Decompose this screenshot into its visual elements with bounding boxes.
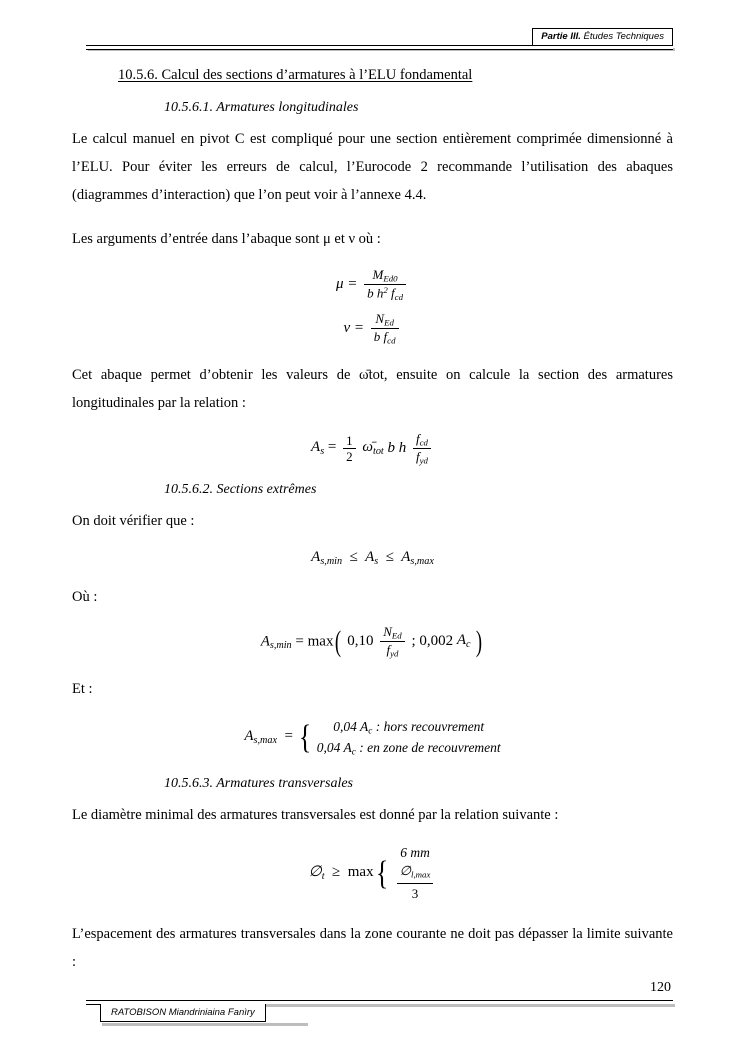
equation-as-min-fraction xyxy=(380,625,404,659)
equation-mu-den-b: b xyxy=(367,285,374,301)
equation-as-lhs-subscript: s xyxy=(320,445,325,457)
equation-as-max-case-2 xyxy=(317,738,501,759)
equation-as-max-cases xyxy=(317,717,501,759)
equation-as-min-ac-symbol: A xyxy=(456,632,467,649)
paragraph-1: Le calcul manuel en pivot C est compliqué pour une section entièrement comprimée dimensionné à l’ELU. Pour éviter les erreurs de calcul, l’Eurocode 2 recommande l’utilisation des abaques (diagrammes d’interaction) que l’on peut voir à l’annexe 4.4. xyxy=(72,130,673,204)
equation-phi-t-num xyxy=(397,862,434,883)
equation-as-fr-num xyxy=(413,432,431,449)
equation-as-fraction xyxy=(413,432,431,466)
equation-as-min-num-subscript: Ed xyxy=(391,630,402,641)
equation-as-fr-den xyxy=(413,449,431,465)
equation-as-max-case-2-text: : en zone de recouvrement xyxy=(355,739,501,755)
equation-as-lhs xyxy=(311,440,336,457)
footer-tab-shadow xyxy=(102,1023,308,1026)
paragraph-8: L’espacement des armatures transversales dans la zone courante ne doit pas dépasser la limite suivante : xyxy=(72,925,673,970)
equation-phi-t xyxy=(72,843,673,904)
equation-phi-t-lhs-subscript: t xyxy=(321,870,325,882)
paragraph-5: Où : xyxy=(72,588,98,605)
paragraph-4: On doit vérifier que : xyxy=(72,513,195,530)
equation-phi-t-lhs xyxy=(309,865,374,882)
equation-nu-num-subscript: Ed xyxy=(384,317,394,328)
equation-mu-den-h: h xyxy=(376,285,384,301)
equation-bounds-max: A xyxy=(401,548,411,565)
equation-as-max-lhs-symbol: A xyxy=(244,728,254,745)
equation-as-max-case-1-subscript: c xyxy=(368,725,373,736)
equation-as-omega-symbol: ω̄ xyxy=(362,439,373,456)
equation-as-max-case-2-subscript: c xyxy=(351,746,356,757)
equation-as-max-case-1-coef: 0,04 A xyxy=(333,718,369,734)
equation-as-max-case-2-coef: 0,04 A xyxy=(316,739,352,755)
equation-as-min-paren-close: ) xyxy=(476,625,483,659)
equation-as-max-lhs xyxy=(244,729,293,746)
equation-as-half-num: 1 xyxy=(343,434,356,449)
equation-bounds xyxy=(72,550,673,567)
equation-nu-den-f-sub: cd xyxy=(387,335,396,346)
equation-as-half-den: 2 xyxy=(346,449,353,465)
page-content xyxy=(72,46,673,976)
equation-as-max-case-1 xyxy=(317,717,501,738)
paragraph-6: Et : xyxy=(72,680,93,697)
equation-mu-fraction xyxy=(364,268,406,302)
equation-mu-den-f-sub: cd xyxy=(394,291,404,302)
equation-as-max-equals: = xyxy=(284,728,293,745)
page-number: 120 xyxy=(650,980,671,995)
equation-as-min-den xyxy=(380,642,404,658)
equation-as-fr-den-subscript: yd xyxy=(419,455,428,466)
equation-phi-t-cases xyxy=(394,843,437,904)
paragraph-2: Les arguments d’entrée dans l’abaque sont μ et ν où : xyxy=(72,231,381,248)
equation-nu-denominator xyxy=(371,329,399,345)
equation-as-min-ac xyxy=(457,633,471,650)
equation-as-half xyxy=(343,434,356,463)
equation-nu-den-b: b xyxy=(373,328,381,344)
paragraph-7: Le diamètre minimal des armatures transversales est donné par la relation suivante : xyxy=(72,806,559,823)
equation-mu-num-subscript: Ed0 xyxy=(383,273,398,284)
equation-as-max-brace: { xyxy=(298,719,311,757)
equation-phi-t-ge: ≥ xyxy=(332,863,341,880)
subsection-heading-1: 10.5.6.1. Armatures longitudinales xyxy=(164,99,359,115)
equation-bounds-le-1: ≤ xyxy=(349,548,358,565)
equation-bounds-le-2: ≤ xyxy=(385,548,394,565)
equation-mu-denominator xyxy=(364,285,406,302)
equation-nu-num-symbol: N xyxy=(375,310,385,326)
equation-as-min-num xyxy=(380,625,404,642)
equation-bounds-min-subscript: s,min xyxy=(320,555,343,567)
equation-as-fr-den-symbol: f xyxy=(416,449,420,465)
equation-as-omega xyxy=(362,440,383,457)
equation-nu-numerator xyxy=(371,312,399,329)
equation-mu-den-h-exp: 2 xyxy=(383,284,388,295)
subsection-heading-2: 10.5.6.2. Sections extrêmes xyxy=(164,482,317,498)
equation-mu-num-symbol: M xyxy=(372,266,384,282)
equation-nu-fraction xyxy=(371,312,399,346)
equation-as-min-den-subscript: yd xyxy=(390,648,399,659)
equation-as-min-lhs-subscript: s,min xyxy=(269,640,292,652)
footer-rule xyxy=(86,1000,673,1018)
equation-as-max-lhs-subscript: s,max xyxy=(253,735,277,747)
equation-mu-lhs: μ = xyxy=(335,276,358,293)
equation-as-b: b xyxy=(387,440,395,457)
equation-bounds-mid: A xyxy=(365,548,375,565)
equation-as-min-equals: = xyxy=(295,633,304,650)
equation-phi-t-fraction xyxy=(397,862,434,903)
equation-as-min-lhs: A xyxy=(260,633,270,650)
equation-as-fr-num-subscript: cd xyxy=(419,437,428,448)
equation-phi-t-num-subscript: l,max xyxy=(411,869,431,880)
equation-as-max xyxy=(72,717,673,759)
section-heading: 10.5.6. Calcul des sections d’armatures à l’ELU fondamental xyxy=(118,67,473,83)
equation-phi-t-case-1: 6 mm xyxy=(400,844,430,860)
footer-author-tab: RATOBISON Miandriniaina Fanìry xyxy=(100,1004,266,1022)
page-header xyxy=(72,0,673,46)
paragraph-3: Cet abaque permet d’obtenir les valeurs de ω̄tot, ensuite on calcule la section des armatures longitudinales par la relation : xyxy=(72,367,673,412)
equation-as-max-case-1-text: : hors recouvrement xyxy=(372,718,485,734)
equation-as-fr-num-symbol: f xyxy=(416,430,420,446)
equation-as xyxy=(72,432,673,466)
equation-as-min-separator: ; xyxy=(411,633,416,650)
equation-mu-numerator xyxy=(364,268,406,285)
equation-as-min xyxy=(72,625,673,659)
header-title-label: Études Techniques xyxy=(583,31,664,42)
equation-as-omega-subscript: tot xyxy=(372,445,384,457)
header-part-label: Partie III. xyxy=(541,31,581,42)
equation-as-h: h xyxy=(398,440,407,457)
subsection-heading-3: 10.5.6.3. Armatures transversales xyxy=(164,775,353,791)
equation-bounds-max-subscript: s,max xyxy=(410,555,434,567)
equation-phi-t-den: 3 xyxy=(411,885,419,901)
equation-as-min-ac-subscript: c xyxy=(466,639,471,651)
equation-mu-den-f: f xyxy=(391,285,395,301)
equation-mu xyxy=(72,268,673,302)
page-footer xyxy=(72,980,673,1018)
header-part-tab xyxy=(532,28,673,46)
equation-phi-t-brace: { xyxy=(375,854,388,892)
equation-as-min-term1: 0,10 xyxy=(347,633,374,650)
equation-as-lhs-symbol: A xyxy=(311,439,321,456)
equation-phi-t-num-symbol: ∅ xyxy=(399,863,411,879)
equation-as-min-num-symbol: N xyxy=(383,623,392,639)
equation-phi-t-case-2 xyxy=(394,862,437,903)
equation-as-equals: = xyxy=(327,439,337,456)
equation-as-min-den-symbol: f xyxy=(386,642,391,658)
equation-nu xyxy=(72,312,673,346)
equation-bounds-min: A xyxy=(311,548,321,565)
equation-as-min-paren-open: ( xyxy=(335,625,342,659)
equation-bounds-mid-subscript: s xyxy=(374,555,379,567)
equation-nu-lhs: ν = xyxy=(343,319,365,336)
equation-phi-t-max-fn: max xyxy=(347,863,374,880)
equation-nu-den-f: f xyxy=(383,328,388,344)
equation-phi-t-lhs-symbol: ∅ xyxy=(308,863,322,880)
equation-as-min-term2: 0,002 xyxy=(419,633,454,650)
equation-as-min-max-fn: max xyxy=(307,633,334,650)
